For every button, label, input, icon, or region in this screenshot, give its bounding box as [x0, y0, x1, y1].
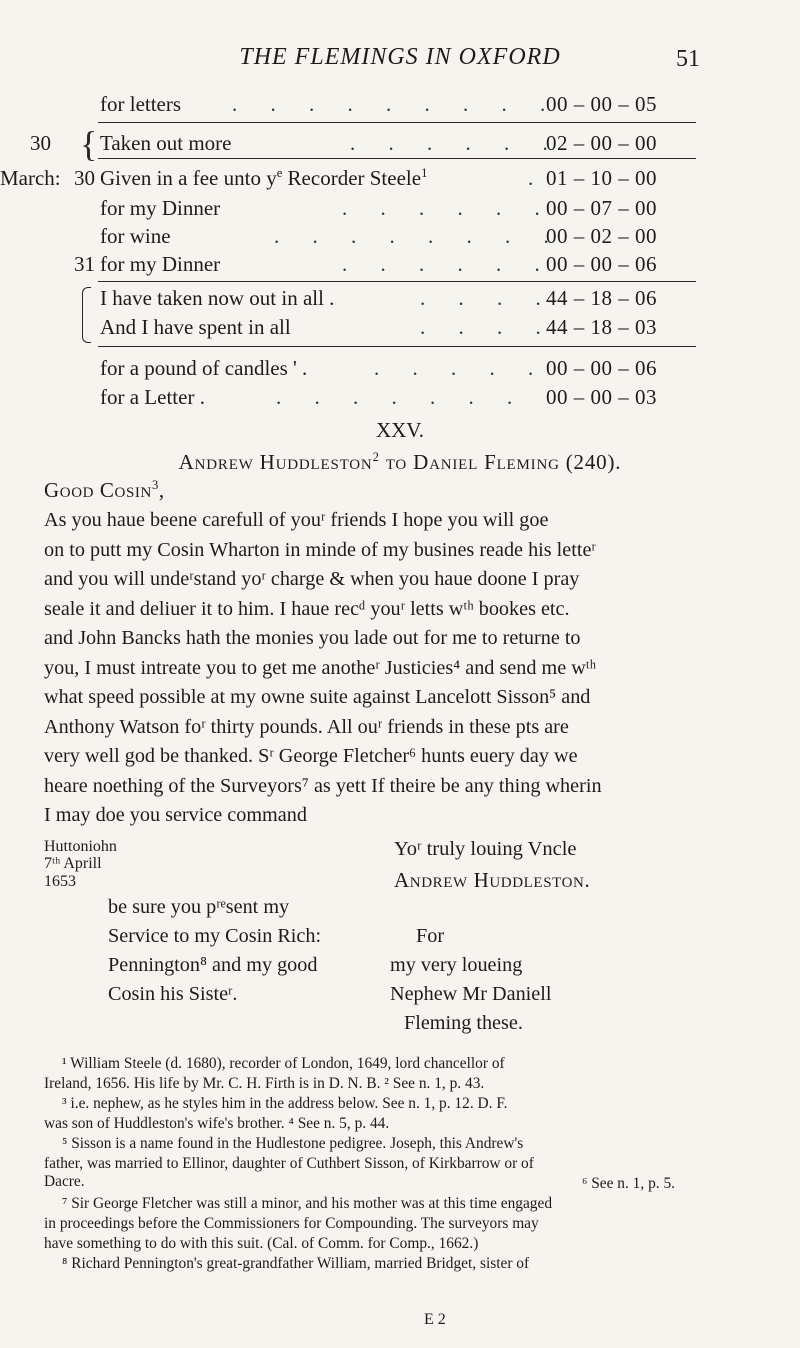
ledger-rule — [98, 122, 696, 123]
letter-heading: Andrew Huddleston$^2$ to Daniel Fleming (240). — [178, 450, 622, 474]
brace-mark: { — [80, 124, 98, 164]
footnote-line: ⁵ Sisson is a name found in the Hudlestone pedigree. Joseph, this Andrew's — [62, 1135, 524, 1152]
footnote-line: ⁸ Richard Pennington's great-grandfather William, married Bridget, sister of — [62, 1255, 530, 1272]
letter-place: Huttoniohn — [44, 838, 117, 855]
letter-line: on to putt my Cosin Wharton in minde of my busines reade his letteʳ — [44, 538, 596, 561]
letter-line: very well god be thanked. Sʳ George Fletcher⁶ hunts euery day we — [44, 745, 578, 767]
letter-year: 1653 — [44, 873, 76, 890]
ledger-row: for my Dinner . . . . . . 00 – 07 – 00 — [100, 196, 657, 220]
running-title: THE FLEMINGS IN OXFORD — [239, 44, 561, 70]
ledger-rule — [98, 158, 696, 159]
letter-line: Anthony Watson foʳ thirty pounds. All ouʳ friends in these pts are — [44, 715, 569, 738]
letter-number: XXV. — [375, 418, 425, 442]
footnote-line: have something to do with this suit. (Cal. of Comm. for Comp., 1662.) — [44, 1235, 479, 1252]
ledger-rule — [98, 281, 696, 282]
ledger-row: I have taken now out in all . . . . . 44 – 18 – 06 — [100, 286, 657, 310]
letter-address: For my very loueing Nephew Mr Daniell Fleming these. — [390, 925, 552, 1034]
salutation: Good Cosin$^3$, — [44, 478, 165, 502]
footnote-line: in proceedings before the Commissioners for Compounding. The surveyors may — [44, 1215, 539, 1232]
letter-line: what speed possible at my owne suite against Lancelott Sisson⁵ and — [44, 686, 591, 708]
footnote-line: ⁶ See n. 1, p. 5. — [582, 1175, 675, 1192]
ledger-row: 30 { Taken out more . . . . . . 02 – 00 – 00 — [30, 124, 657, 164]
ledger-rule — [98, 346, 696, 347]
letter-body — [44, 506, 764, 831]
letter-line: and John Bancks hath the monies you lade out for me to returne to — [44, 627, 581, 649]
letter-line: seale it and deliuer it to him. I haue recᵈ youʳ letts wᵗʰ bookes etc. — [44, 597, 570, 620]
letter-line: heare noething of the Surveyors⁷ as yett If theire be any thing wherin — [44, 774, 602, 797]
footnote-line: Ireland, 1656. His life by Mr. C. H. Firth is in D. N. B. ² See n. 1, p. 43. — [44, 1075, 485, 1092]
postscript: be sure you pʳᵉsent my Service to my Cosin Rich: Pennington⁸ and my good Cosin his Sisteʳ. — [108, 896, 322, 1005]
letter-signature: Andrew Huddleston. — [394, 868, 591, 892]
ledger-row: March: 30 Given in a fee unto $y^e$ Recorder Steele$^1$ . 01 – 10 – 00 — [0, 166, 657, 190]
footnote-line: ¹ William Steele (d. 1680), recorder of London, 1649, lord chancellor of — [62, 1055, 505, 1072]
ledger-row: for a pound of candles ' . . . . . . 00 – 00 – 06 — [100, 356, 657, 380]
footnote-line: was son of Huddleston's wife's brother. ⁴ See n. 5, p. 44. — [44, 1115, 390, 1132]
footnote-line: Dacre. — [44, 1173, 85, 1190]
footnote-line: ⁷ Sir George Fletcher was still a minor, and his mother was at this time engaged — [62, 1195, 553, 1212]
ledger-row: for a Letter . . . . . . . . 00 – 00 – 03 — [100, 385, 657, 409]
ledger-row: for letters . . . . . . . . . 00 – 00 – 05 — [100, 92, 657, 116]
footnote-line: ³ i.e. nephew, as he styles him in the address below. See n. 1, p. 12. D. F. — [62, 1095, 508, 1112]
signature-mark: E 2 — [424, 1311, 446, 1328]
footnote-line: father, was married to Ellinor, daughter of Cuthbert Sisson, of Kirkbarrow or of — [44, 1155, 534, 1172]
ledger-row: 31 for my Dinner . . . . . . 00 – 00 – 06 — [74, 252, 657, 276]
page-number: 51 — [676, 46, 700, 72]
letter-closing: Yoʳ truly louing Vncle — [394, 838, 577, 860]
letter-line: As you haue beene carefull of youʳ friends I hope you will goe — [44, 509, 549, 531]
ledger-row: for wine . . . . . . . . 00 – 02 – 00 — [100, 224, 657, 248]
letter-line: I may doe you service command — [44, 804, 307, 826]
letter-line: you, I must intreate you to get me anotheʳ Justicies⁴ and send me wᵗʰ — [44, 656, 597, 679]
ledger-row: And I have spent in all . . . . 44 – 18 – 03 — [100, 315, 657, 339]
letter-date: 7ᵗʰ Aprill — [44, 855, 102, 872]
letter-line: and you will undeʳstand yoʳ charge & when you haue doone I pray — [44, 568, 580, 590]
